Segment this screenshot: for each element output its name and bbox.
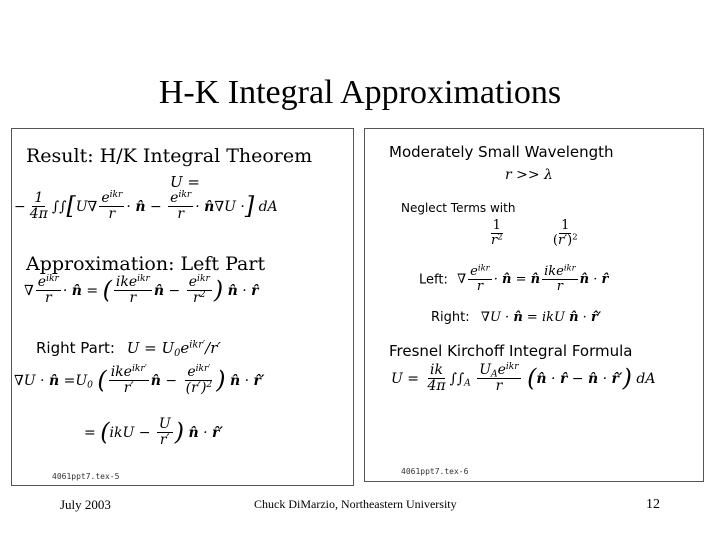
footer-author: Chuck DiMarzio, Northeastern University: [254, 497, 457, 511]
right-approx-line: Right: ∇U · n̂ = ikU n̂ · r̂′: [431, 310, 602, 325]
left-part-equation: ∇ $\frac{e^{ikr}}{r}$ · n̂ = ( $\frac{ike^{ikr}}{r}$ n̂ − $\frac{e^{ikr}}{r^2}$ ) n̂ · r̂: [24, 274, 259, 307]
right-part-line: Right Part: $U = U_0e^{ikr'}/r'$: [36, 339, 221, 359]
u-equals-label: U =: [170, 173, 200, 191]
right-source-tag: 4061ppt7.tex-6: [401, 467, 469, 476]
right-equation-panel: [364, 128, 704, 482]
right-part-gradient-equation: ∇U · n̂ $=U_0$ ( $\frac{ike^{ikr'}}{r'}$ n̂ − $\frac{e^{ikr'}}{(r')^2}$ ) n̂ · r̂′: [14, 364, 265, 397]
result-heading: Result: H/K Integral Theorem: [26, 145, 313, 167]
left-equation-panel: [11, 128, 354, 486]
left-source-tag: 4061ppt7.tex-5: [52, 472, 120, 481]
left-approx-line: Left: ∇ $\frac{e^{ikr}}{r}$ · n̂ = n̂ $\frac{ike^{ikr}}{r}$ n̂ · r̂: [419, 262, 609, 295]
page-number: 12: [646, 497, 660, 512]
hk-integral-equation: − $\frac{1}{4\pi}$ ∫∫[U∇ $\frac{e^{ikr}}{r}$ · n̂ − $\frac{e^{ikr}}{r}$ · n̂∇U ·] dA: [14, 190, 278, 223]
neglect-terms-label: Neglect Terms with: [401, 201, 516, 215]
footer-date: July 2003: [60, 497, 111, 512]
slide-title: H-K Integral Approximations: [158, 74, 562, 111]
right-part-label: Right Part:: [36, 339, 115, 357]
neglected-terms: $\frac{1}{r^2}$ $\frac{1}{(r')^2}$: [491, 218, 578, 249]
fresnel-kirchoff-equation: U = $\frac{ik}{4\pi}$ $\int\int_A$ $\frac{U_Ae^{ikr}}{r}$ (n̂ · r̂ − n̂ · r̂′) dA: [391, 362, 656, 395]
fresnel-kirchoff-heading: Fresnel Kirchoff Integral Formula: [389, 342, 633, 360]
right-label: Right:: [431, 310, 470, 325]
wavelength-heading: Moderately Small Wavelength: [389, 143, 614, 161]
right-part-simplified-equation: = (ikU − $\frac{U}{r'}$ ) n̂ · r̂′: [84, 416, 224, 449]
wavelength-condition: r >> λ: [505, 167, 553, 183]
approximation-heading: Approximation: Left Part: [26, 253, 266, 275]
left-label: Left:: [419, 272, 448, 288]
